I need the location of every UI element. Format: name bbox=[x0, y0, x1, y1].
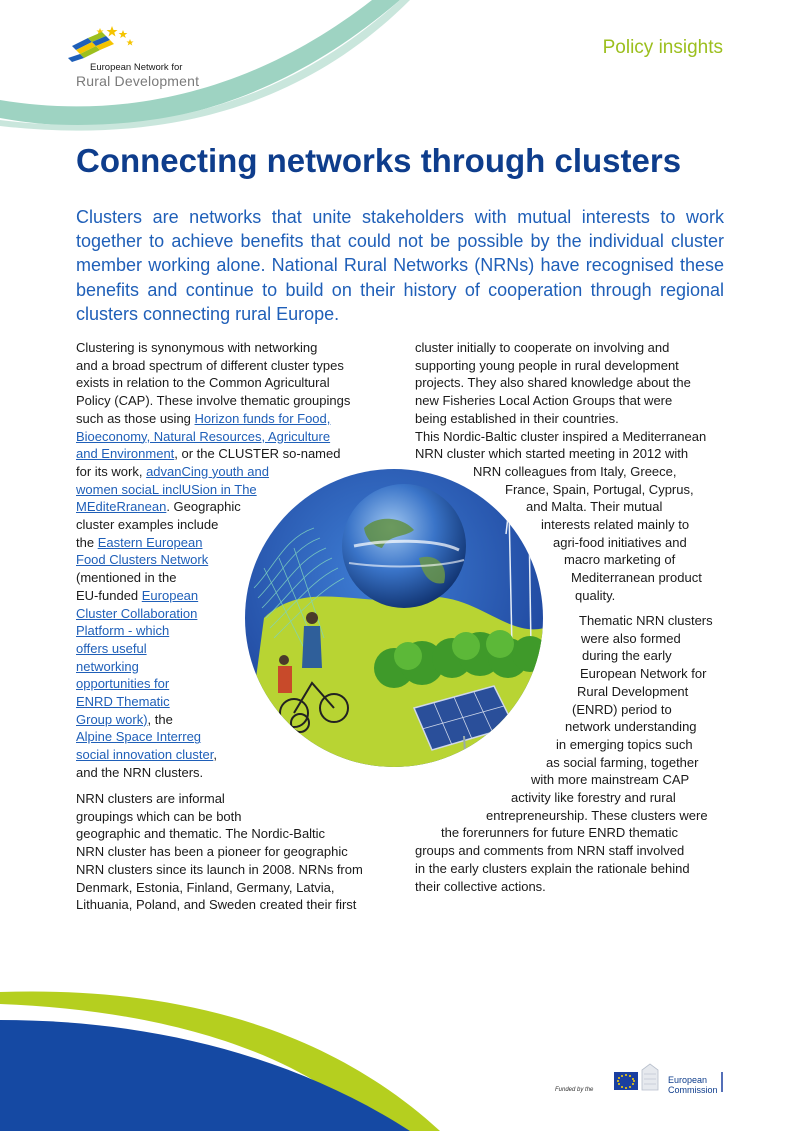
text-line: agri-food initiatives and bbox=[553, 534, 687, 550]
text-line: (ENRD) period to bbox=[572, 701, 672, 717]
cluster-illustration bbox=[244, 468, 544, 768]
link-eccp[interactable]: Platform - which bbox=[76, 623, 170, 639]
text-line: , the bbox=[147, 711, 173, 727]
text-line: , bbox=[213, 747, 217, 763]
text-line: projects. They also shared knowledge about the bbox=[415, 375, 691, 391]
logo-text-line1: European Network for bbox=[90, 62, 183, 73]
text-line: France, Spain, Portugal, Cyprus, bbox=[505, 481, 694, 497]
text-line: during the early bbox=[582, 648, 672, 664]
text-line: as social farming, together bbox=[546, 754, 699, 770]
text-line: new Fisheries Local Action Groups that were bbox=[415, 393, 673, 409]
text-line: Lithuania, Poland, and Sweden created their first bbox=[76, 897, 357, 913]
text-line: in the early clusters explain the rationale behind bbox=[415, 860, 690, 876]
text-line: Policy (CAP). These involve thematic groupings bbox=[76, 393, 351, 409]
text-line: for its work, bbox=[76, 463, 147, 479]
enrd-logo[interactable] bbox=[66, 24, 226, 94]
link-alpine-space[interactable]: social innovation cluster bbox=[76, 747, 214, 763]
text-line: quality. bbox=[575, 587, 616, 603]
text-line: macro marketing of bbox=[564, 552, 676, 568]
text-line: NRN colleagues from Italy, Greece, bbox=[473, 463, 677, 479]
link-advancing-cluster[interactable]: advanCing youth and bbox=[146, 463, 269, 479]
text-line: NRN cluster which started meeting in 2012 with bbox=[415, 446, 689, 462]
text-line: the bbox=[76, 534, 98, 550]
text-line: activity like forestry and rural bbox=[511, 790, 676, 806]
text-line: groups and comments from NRN staff involved bbox=[415, 843, 685, 859]
footer-swoosh bbox=[0, 990, 800, 1131]
ec-text-line2: Commission bbox=[668, 1085, 718, 1095]
text-line: NRN clusters since its launch in 2008. NRNs from bbox=[76, 861, 363, 877]
text-line: NRN cluster has been a pioneer for geographic bbox=[76, 844, 348, 860]
text-line: (mentioned in the bbox=[76, 570, 177, 586]
text-line: . Geographic bbox=[166, 499, 241, 515]
text-line: their collective actions. bbox=[415, 878, 546, 894]
lead-paragraph: Clusters are networks that unite stakeholders with mutual interests to work together to achieve benefits that could not be possible by the individual cluster member working alone. National Rural Networks (NRNs) have recognised these benefits and continue to build on their history of cooperation through regional clusters connecting rural Europe. bbox=[76, 207, 724, 324]
logo-text-line2: Rural Development bbox=[76, 73, 200, 89]
page-title: Connecting networks through clusters bbox=[76, 142, 682, 179]
link-eccp[interactable]: European bbox=[141, 587, 199, 603]
text-line: cluster initially to cooperate on involving and bbox=[415, 340, 670, 355]
link-food-clusters[interactable]: Eastern European bbox=[97, 534, 203, 550]
text-line: NRN clusters are informal bbox=[76, 791, 225, 806]
link-eccp[interactable]: Cluster Collaboration bbox=[76, 605, 198, 621]
text-line: Rural Development bbox=[577, 683, 689, 699]
text-line: entrepreneurship. These clusters were bbox=[486, 807, 708, 823]
text-line: groupings which can be both bbox=[76, 808, 242, 824]
link-eccp[interactable]: offers useful bbox=[76, 640, 147, 656]
text-line: network understanding bbox=[565, 719, 697, 735]
text-line: and the NRN clusters. bbox=[76, 764, 204, 780]
european-commission-text bbox=[668, 1075, 718, 1095]
section-tag: Policy insights bbox=[602, 37, 723, 58]
text-line: Denmark, Estonia, Finland, Germany, Latvia, bbox=[76, 879, 335, 895]
link-horizon-funds[interactable]: Horizon funds for Food, bbox=[194, 410, 331, 426]
text-line: Clustering is synonymous with networking bbox=[76, 340, 318, 355]
text-line: cluster examples include bbox=[76, 517, 219, 533]
text-line: and Malta. Their mutual bbox=[526, 499, 663, 515]
text-line: in emerging topics such bbox=[556, 736, 693, 752]
link-eccp[interactable]: networking bbox=[76, 658, 139, 674]
text-line: exists in relation to the Common Agricultural bbox=[76, 375, 330, 391]
text-line: EU-funded bbox=[76, 587, 142, 603]
link-advancing-cluster[interactable]: women sociaL inclUSion in The bbox=[76, 481, 257, 497]
link-horizon-funds[interactable]: Bioeconomy, Natural Resources, Agriculture bbox=[76, 428, 331, 444]
text-line: such as those using bbox=[76, 410, 195, 426]
ec-text-line1: European bbox=[668, 1075, 708, 1085]
text-line: This Nordic-Baltic cluster inspired a Mediterranean bbox=[415, 428, 707, 444]
text-line: Mediterranean product bbox=[571, 570, 702, 586]
text-line: geographic and thematic. The Nordic-Baltic bbox=[76, 826, 326, 842]
link-eccp[interactable]: ENRD Thematic bbox=[76, 694, 170, 710]
text-line: being established in their countries. bbox=[415, 410, 619, 426]
link-alpine-space[interactable]: Alpine Space Interreg bbox=[76, 729, 202, 745]
text-line: Thematic NRN clusters bbox=[579, 613, 713, 628]
text-line: and a broad spectrum of different cluster types bbox=[76, 357, 344, 373]
link-advancing-cluster[interactable]: MEditeRranean bbox=[76, 499, 167, 515]
link-food-clusters[interactable]: Food Clusters Network bbox=[76, 552, 209, 568]
link-horizon-funds[interactable]: and Environment bbox=[76, 446, 175, 462]
text-line: European Network for bbox=[580, 666, 707, 682]
funded-by-label: Funded by the bbox=[555, 1087, 594, 1093]
text-line: with more mainstream CAP bbox=[531, 772, 690, 788]
text-line: , or the CLUSTER so-named bbox=[174, 446, 341, 462]
body-column-left-second bbox=[76, 790, 363, 914]
link-eccp[interactable]: Group work) bbox=[76, 711, 148, 727]
text-line: interests related mainly to bbox=[541, 517, 690, 533]
text-line: were also formed bbox=[581, 630, 681, 646]
link-eccp[interactable]: opportunities for bbox=[76, 676, 170, 692]
text-line: the forerunners for future ENRD thematic bbox=[441, 825, 678, 841]
text-line: supporting young people in rural development bbox=[415, 357, 679, 373]
